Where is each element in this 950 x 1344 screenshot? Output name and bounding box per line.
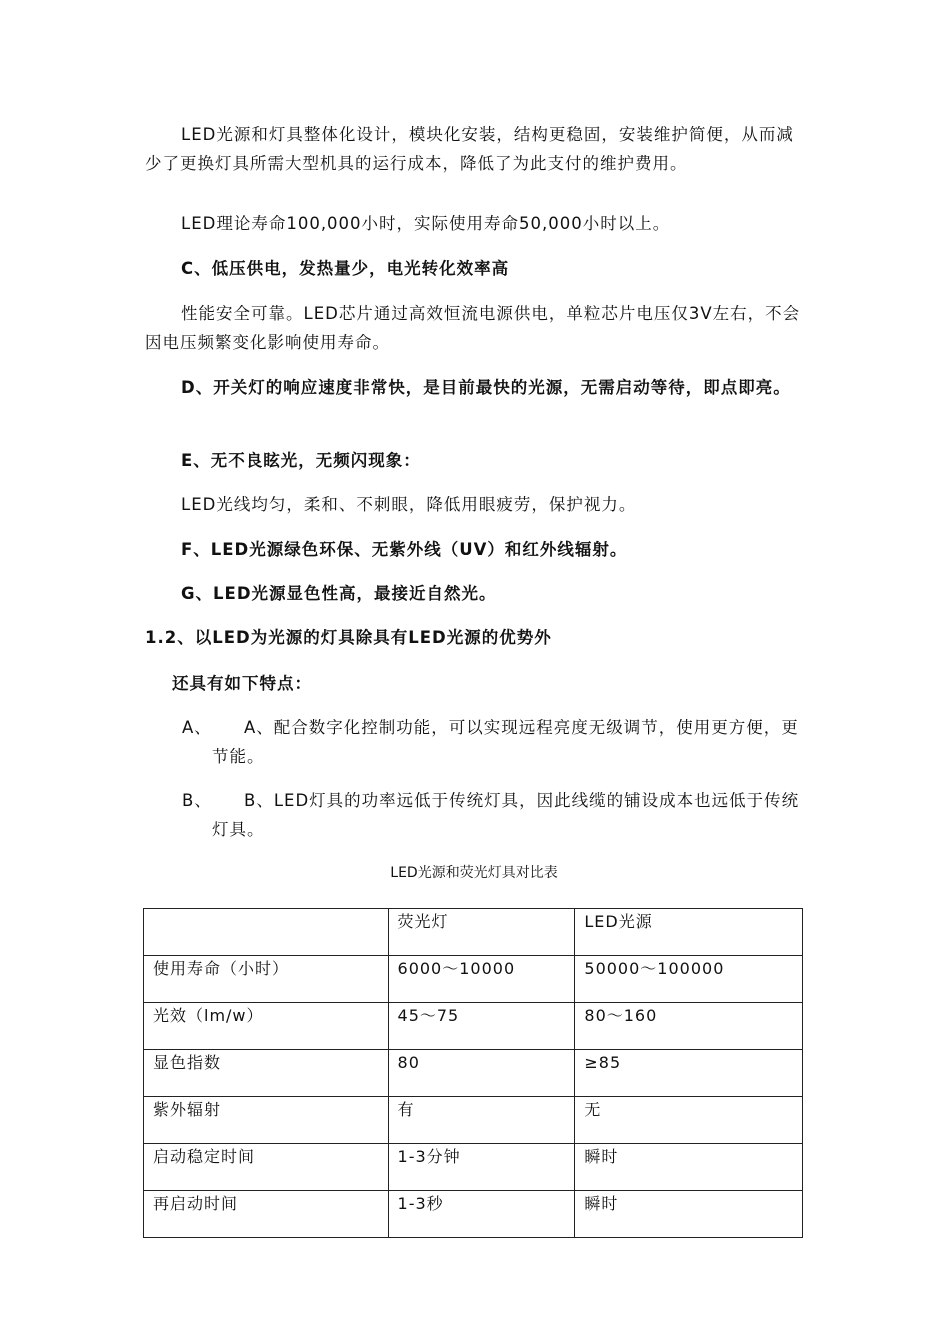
comparison-table [143, 908, 803, 1238]
table-cell: 6000～10000 [388, 956, 575, 1003]
list-marker: A、 [182, 718, 212, 737]
table-cell: 45～75 [388, 1003, 575, 1050]
list-item [182, 786, 812, 844]
table-cell: 无 [575, 1097, 803, 1144]
table-cell-label: 使用寿命（小时） [144, 956, 389, 1003]
table-row [144, 956, 803, 1003]
table-cell-label: 光效（lm/w） [144, 1003, 389, 1050]
table-row [144, 1144, 803, 1191]
table-cell: 瞬时 [575, 1144, 803, 1191]
list-marker: B、 [182, 791, 212, 810]
table-header-cell: 荧光灯 [388, 909, 575, 956]
table-row [144, 1050, 803, 1097]
table-cell-label: 再启动时间 [144, 1191, 389, 1238]
table-header-row [144, 909, 803, 956]
table-cell: 有 [388, 1097, 575, 1144]
paragraph-maintenance: LED光源和灯具整体化设计，模块化安装，结构更稳固，安装维护简便，从而减少了更换灯具所需大型机具的运行成本，降低了为此支付的维护费用。 [145, 125, 794, 173]
table-header-cell [144, 909, 389, 956]
subheading-features: 还具有如下特点： [172, 674, 312, 693]
table-cell: 1-3秒 [388, 1191, 575, 1238]
table-header-cell: LED光源 [575, 909, 803, 956]
table-cell-label: 启动稳定时间 [144, 1144, 389, 1191]
heading-eco-friendly: F、LED光源绿色环保、无紫外线（UV）和红外线辐射。 [181, 540, 628, 559]
list-item-text: B、LED灯具的功率远低于传统灯具，因此线缆的铺设成本也远低于传统灯具。 [212, 791, 800, 839]
table-cell: 瞬时 [575, 1191, 803, 1238]
paragraph-safety: 性能安全可靠。LED芯片通过高效恒流电源供电，单粒芯片电压仅3V左右，不会因电压频繁变化影响使用寿命。 [145, 304, 801, 352]
table-cell: 80 [388, 1050, 575, 1097]
table-cell: 80～160 [575, 1003, 803, 1050]
section-heading-1-2: 1.2、以LED为光源的灯具除具有LED光源的优势外 [145, 628, 552, 647]
table-row [144, 1003, 803, 1050]
table-cell: ≥85 [575, 1050, 803, 1097]
table-cell-label: 紫外辐射 [144, 1097, 389, 1144]
table-caption: LED光源和荧光灯具对比表 [390, 865, 558, 881]
table-cell-label: 显色指数 [144, 1050, 389, 1097]
heading-low-voltage: C、低压供电，发热量少，电光转化效率高 [181, 259, 510, 278]
heading-color-rendering: G、LED光源显色性高，最接近自然光。 [181, 584, 497, 603]
table-row [144, 1191, 803, 1238]
table-row [144, 1097, 803, 1144]
paragraph-lifespan: LED理论寿命100,000小时，实际使用寿命50,000小时以上。 [181, 214, 671, 233]
table-cell: 50000～100000 [575, 956, 803, 1003]
heading-fast-response: D、开关灯的响应速度非常快，是目前最快的光源，无需启动等待，即点即亮。 [181, 378, 791, 397]
list-item-text: A、配合数字化控制功能，可以实现远程亮度无级调节，使用更方便，更节能。 [212, 718, 799, 766]
list-item [182, 713, 812, 771]
paragraph-uniform-light: LED光线均匀，柔和、不刺眼，降低用眼疲劳，保护视力。 [181, 495, 637, 514]
table-cell: 1-3分钟 [388, 1144, 575, 1191]
heading-no-glare: E、无不良眩光，无频闪现象： [181, 451, 421, 470]
